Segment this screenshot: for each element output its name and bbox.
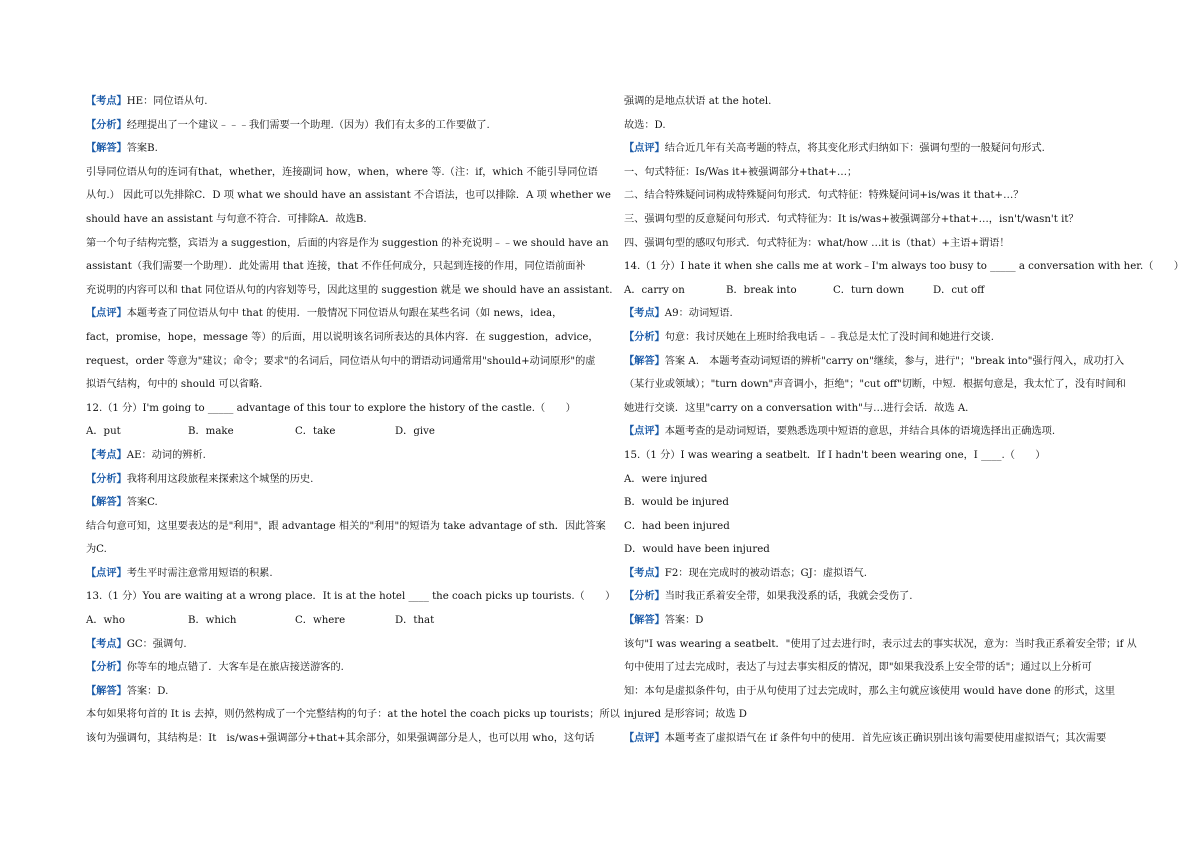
q13-kaodian-line (86, 633, 564, 657)
q13-jieda-line (86, 680, 564, 704)
q14-stem: 14.（1 分）I hate it when she calls me at work﹣I'm always too busy to _____ a conversation with her.（ ） (624, 261, 1184, 273)
q11-dianping-text: 本题考查了同位语从句中 that 的使用．一般情况下同位语从句跟在某些名词（如 news，idea， (126, 308, 563, 320)
kaodian-tag: 【考点】 (86, 637, 127, 650)
q14-option-a: A．carry on (624, 284, 685, 296)
dianping-tag: 【点评】 (624, 142, 665, 155)
q11-explain-line: 充说明的内容可以和 that 同位语从句的内容划等号，因此这里的 suggestion 就是 we should have an assistant. (86, 284, 613, 296)
q13-dianping-text: 结合近几年有关高考题的特点，将其变化形式归纳如下：强调句型的一般疑问句形式. (664, 143, 1045, 155)
q14-option-c: C．turn down (833, 284, 905, 296)
q13-explain-line: 强调的是地点状语 at the hotel. (624, 96, 772, 107)
q14-option-b: B．break into (726, 284, 797, 296)
jieda-tag: 【解答】 (86, 496, 127, 509)
q11-dianping-cont: fact，promise，hope，message 等）的后面，用以说明该名词所表达的具体内容．在 suggestion，advice， (86, 331, 599, 343)
q12-kaodian-line (86, 444, 564, 468)
q15-jieda-text: 答案：D (664, 615, 704, 627)
q13-kaodian-text: GC：强调句. (126, 638, 187, 650)
jieda-tag: 【解答】 (86, 684, 127, 697)
q15-explain-line: 该句"I was wearing a seatbelt．"使用了过去进行时，表示过去的事实状况，意为：当时我正系着安全带；if 从 (624, 638, 1137, 650)
fenxi-tag: 【分析】 (624, 330, 665, 343)
q15-kaodian-text: F2：现在完成时的被动语态；GJ：虚拟语气. (664, 567, 867, 579)
q14-dianping-line (624, 420, 1102, 444)
q15-explain-line: 知：本句是虚拟条件句，由于从句使用了过去完成时，那么主句就应该使用 would have done 的形式，这里 (624, 685, 1116, 697)
q13-option-c: C．where (295, 615, 346, 627)
q15-option-b: B．would be injured (624, 497, 729, 509)
q14-jieda-text: 答案 A. 本题考查动词短语的辨析"carry on"继续，参与，进行"；"break into"强行闯入，成功打入 (664, 355, 1125, 367)
q14-jieda-line (624, 350, 1125, 374)
q14-options (624, 279, 1102, 303)
q11-kaodian-line (86, 90, 564, 114)
q15-dianping-line (624, 727, 1107, 751)
dianping-tag: 【点评】 (86, 566, 127, 579)
q11-explain-line: 从句.） 因此可以先排除C．D 项 what we should have an assistant 不合语法，也可以排除．A 项 whether we (86, 190, 611, 202)
q15-option-a: A．were injured (624, 473, 708, 485)
kaodian-tag: 【考点】 (86, 448, 127, 461)
q15-dianping-text: 本题考查了虚拟语气在 if 条件句中的使用．首先应该正确识别出该句需要使用虚拟语气；其次需要 (664, 733, 1107, 745)
q14-option-d: D．cut off (933, 284, 985, 296)
q15-explain-line: injured 是形容词；故选 D (624, 709, 747, 721)
q11-kaodian-text: HE：同位语从句. (126, 96, 208, 107)
q13-fenxi-line (86, 656, 564, 680)
q11-fenxi-text: 经理提出了一个建议﹣﹣﹣我们需要一个助理.（因为）我们有太多的工作要做了. (126, 119, 490, 131)
q13-point-item: 四、强调句型的感叹句形式．句式特征为：what/how …it is（that）+主语+谓语！ (624, 237, 1010, 249)
q14-kaodian-text: A9：动词短语. (664, 308, 733, 320)
jieda-tag: 【解答】 (86, 142, 127, 155)
q11-explain-line: assistant（我们需要一个助理）．此处需用 that 连接，that 不作任何成分，只起到连接的作用，同位语前面补 (86, 261, 586, 273)
q12-options (86, 420, 564, 444)
left-column (86, 90, 620, 751)
q15-fenxi-text: 当时我正系着安全带，如果我没系的话，我就会受伤了. (664, 591, 913, 603)
q15-explain-line: 句中使用了过去完成时，表达了与过去事实相反的情况，即"如果我没系上安全带的话"；通过以上分析可 (624, 662, 1092, 674)
q13-option-d: D．that (395, 615, 435, 627)
q15-option-d: D．would have been injured (624, 544, 770, 556)
q12-explain-line: 为C. (86, 544, 107, 556)
q13-point-item: 三、强调句型的反意疑问句形式．句式特征为：It is/was+被强调部分+that+…，isn't/wasn't it？ (624, 213, 1079, 225)
q13-options (86, 609, 564, 633)
q13-option-a: A．who (86, 615, 125, 627)
fenxi-tag: 【分析】 (624, 590, 665, 603)
q12-option-a: A．put (86, 426, 121, 438)
q15-fenxi-line (624, 585, 1102, 609)
dianping-tag: 【点评】 (86, 307, 127, 320)
q14-fenxi-text: 句意：我讨厌她在上班时给我电话﹣﹣我总是太忙了没时间和她进行交谈. (664, 331, 994, 343)
fenxi-tag: 【分析】 (86, 118, 127, 131)
q14-explain-line: 她进行交谈．这里"carry on a conversation with"与…进行会话．故选 A. (624, 402, 969, 414)
q15-stem: 15.（1 分）I was wearing a seatbelt．If I hadn't been wearing one，I ____.（ ） (624, 449, 1046, 461)
dianping-tag: 【点评】 (624, 732, 665, 745)
q14-dianping-text: 本题考查的是动词短语，要熟悉选项中短语的意思，并结合具体的语境选择出正确选项. (664, 426, 1056, 438)
q15-option-c: C．had been injured (624, 520, 730, 532)
q11-explain-line: 引导同位语从句的连词有that，whether，连接副词 how，when，where 等.（注：if，which 不能引导同位语 (86, 166, 598, 178)
q11-dianping-cont: request，order 等意为"建议；命令；要求"的名词后，同位语从句中的谓语动词通常用"should+动词原形"的虚 (86, 355, 596, 367)
q11-explain-line: should have an assistant 与句意不符合．可排除A．故选B. (86, 213, 367, 225)
q14-kaodian-line (624, 302, 1102, 326)
q13-explain-line: 本句如果将句首的 It is 去掉，则仍然构成了一个完整结构的句子：at the hotel the coach picks up tourists；所以 (86, 709, 620, 721)
jieda-tag: 【解答】 (624, 614, 665, 627)
q12-dianping-line (86, 562, 564, 586)
q11-dianping-line (86, 302, 564, 326)
q12-stem: 12.（1 分）I'm going to _____ advantage of this tour to explore the history of the castle.（ ） (86, 402, 576, 414)
q12-jieda-text: 答案C. (126, 497, 158, 509)
q13-fenxi-text: 你等车的地点错了．大客车是在旅店接送游客的. (126, 662, 344, 674)
q11-jieda-line (86, 137, 564, 161)
q12-fenxi-text: 我将利用这段旅程来探索这个城堡的历史. (126, 473, 314, 485)
kaodian-tag: 【考点】 (86, 95, 127, 107)
q13-point-item: 一、句式特征：Is/Was it+被强调部分+that+…； (624, 166, 858, 178)
q13-option-b: B．which (188, 615, 237, 627)
q12-option-c: C．take (295, 426, 336, 438)
q12-dianping-text: 考生平时需注意常用短语的积累. (126, 567, 273, 579)
q15-kaodian-line (624, 562, 1102, 586)
fenxi-tag: 【分析】 (86, 661, 127, 674)
kaodian-tag: 【考点】 (624, 307, 665, 320)
fenxi-tag: 【分析】 (86, 472, 127, 485)
kaodian-tag: 【考点】 (624, 566, 665, 579)
q13-dianping-line (624, 137, 1102, 161)
q14-explain-line: （某行业或领域）；"turn down"声音调小，拒绝"；"cut off"切断，中短．根据句意是，我太忙了，没有时间和 (624, 379, 1126, 391)
q13-jieda-text: 答案：D. (126, 685, 169, 697)
q11-jieda-text: 答案B. (126, 143, 158, 155)
q15-jieda-line (624, 609, 1102, 633)
dianping-tag: 【点评】 (624, 425, 665, 438)
q12-explain-line: 结合句意可知，这里要表达的是"利用"，跟 advantage 相关的"利用"的短语为 take advantage of sth．因此答案 (86, 520, 606, 532)
q11-dianping-cont: 拟语气结构，句中的 should 可以省略. (86, 379, 263, 391)
q13-stem: 13.（1 分）You are waiting at a wrong place．It is at the hotel ____ the coach picks up tourists.（ ） (86, 591, 616, 603)
q12-option-b: B．make (188, 426, 234, 438)
q12-option-d: D．give (395, 426, 435, 438)
right-column (624, 90, 1184, 751)
q11-fenxi-line (86, 114, 564, 138)
q13-explain-line: 该句为强调句，其结构是：It is/was+强调部分+that+其余部分，如果强调部分是人，也可以用 who，这句话 (86, 733, 595, 745)
q12-kaodian-text: AE：动词的辨析. (126, 449, 206, 461)
q12-jieda-line (86, 491, 564, 515)
q12-fenxi-line (86, 468, 564, 492)
jieda-tag: 【解答】 (624, 354, 665, 367)
q13-point-item: 二、结合特殊疑问词构成特殊疑问句形式．句式特征：特殊疑问词+is/was it that+…？ (624, 190, 1024, 202)
q14-fenxi-line (624, 326, 1102, 350)
q13-answer-line: 故选：D. (624, 119, 666, 131)
q11-explain-line: 第一个句子结构完整，宾语为 a suggestion，后面的内容是作为 suggestion 的补充说明﹣﹣we should have an (86, 237, 609, 249)
